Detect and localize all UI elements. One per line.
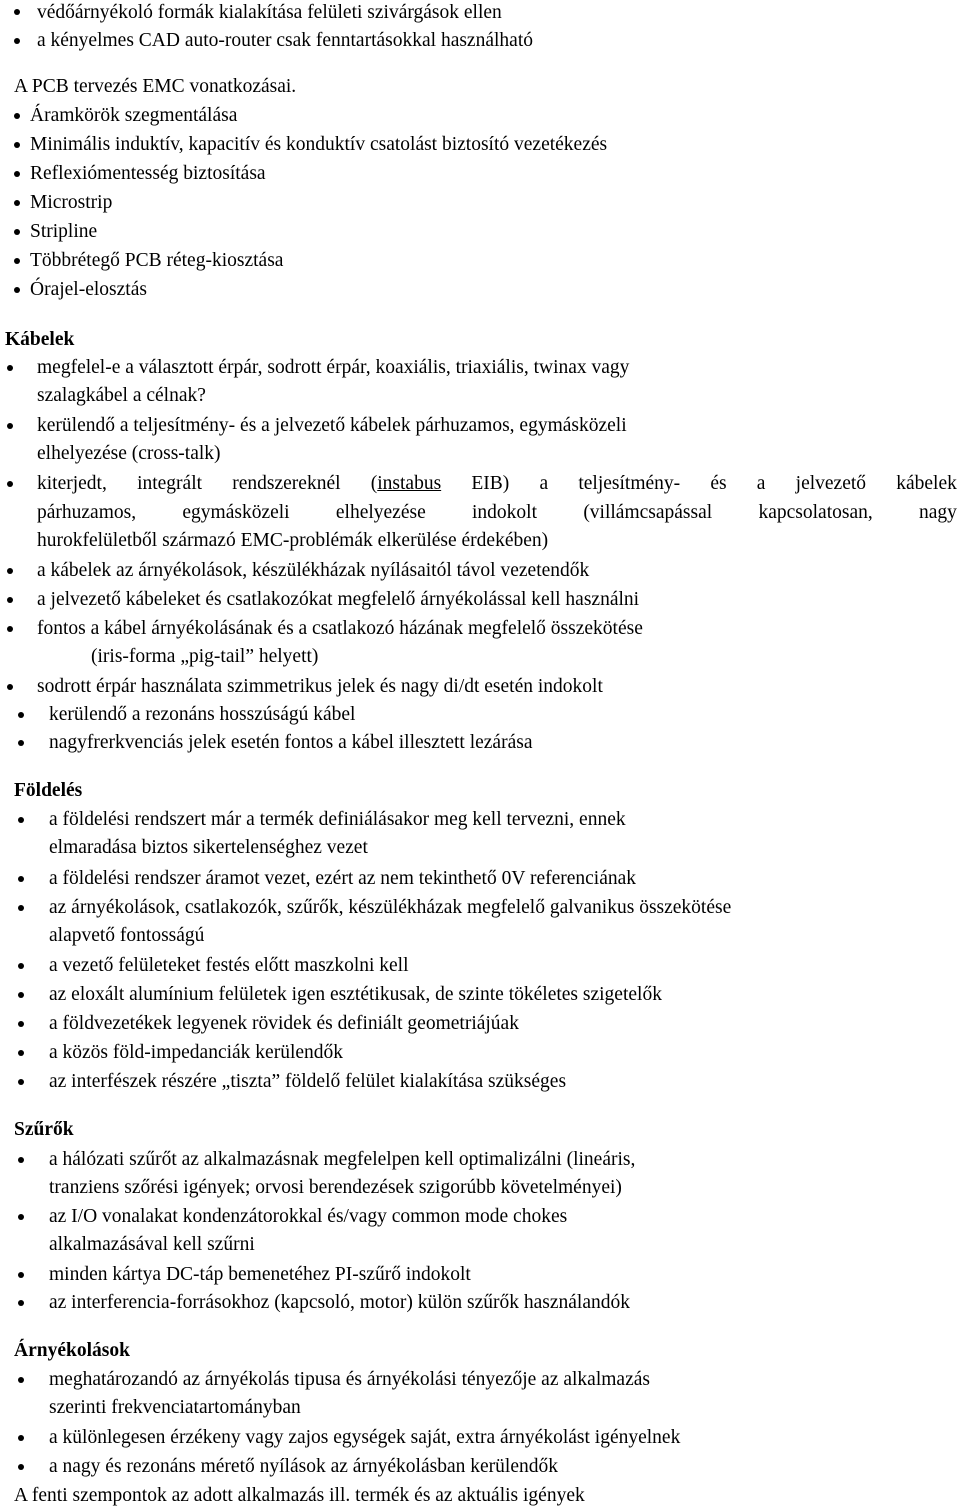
list-item-continuation bbox=[37, 503, 957, 523]
list-item: a jelvezető kábeleket és csatlakozókat megfelelő árnyékolással kell használni bbox=[37, 589, 640, 610]
list-item: Áramkörök szegmentálása bbox=[30, 105, 238, 126]
bullet bbox=[7, 568, 13, 574]
section-title: Kábelek bbox=[5, 329, 75, 350]
text-word: indokolt bbox=[472, 502, 538, 523]
list-item: az árnyékolások, csatlakozók, szűrők, készülékházak megfelelő galvanikus összekötése bbox=[49, 897, 732, 918]
list-item-continuation: alapvető fontosságú bbox=[49, 925, 205, 946]
bullet bbox=[14, 142, 20, 148]
bullet bbox=[18, 1050, 24, 1056]
bullet bbox=[18, 1377, 24, 1383]
list-item: sodrott érpár használata szimmetrikus jelek és nagy di/dt esetén indokolt bbox=[37, 676, 603, 697]
bullet bbox=[18, 817, 24, 823]
list-item: megfelel-e a választott érpár, sodrott érpár, koaxiális, triaxiális, twinax vagy bbox=[37, 357, 630, 378]
bullet bbox=[18, 712, 24, 718]
bullet bbox=[18, 1021, 24, 1027]
bullet bbox=[14, 229, 20, 235]
bullet bbox=[18, 1079, 24, 1085]
section-title: Földelés bbox=[14, 780, 83, 801]
list-item-continuation: elmaradása biztos sikertelenséghez vezet bbox=[49, 837, 368, 858]
bullet bbox=[14, 200, 20, 206]
list-item: minden kártya DC-táp bemenetéhez PI-szűrő indokolt bbox=[49, 1264, 471, 1285]
section-title: A PCB tervezés EMC vonatkozásai. bbox=[14, 76, 297, 97]
list-item: Órajel-elosztás bbox=[30, 279, 147, 300]
text-word: a bbox=[756, 473, 766, 494]
text-word: kapcsolatosan, bbox=[758, 502, 873, 523]
text-word: és bbox=[710, 473, 727, 494]
text-word: nagy bbox=[919, 502, 957, 523]
text-word: elhelyezése bbox=[335, 502, 426, 523]
list-item-continuation: szalagkábel a célnak? bbox=[37, 385, 206, 406]
list-item: Stripline bbox=[30, 221, 98, 242]
list-item-continuation: szerinti frekvenciatartományban bbox=[49, 1397, 301, 1418]
text-word: jelvezető bbox=[795, 473, 867, 494]
bullet bbox=[7, 481, 13, 487]
list-item: a földelési rendszer áramot vezet, ezért az nem tekinthető 0V referenciának bbox=[49, 868, 637, 889]
text-word: teljesítmény- bbox=[578, 473, 681, 494]
list-item: az eloxált alumínium felületek igen esztétikusak, de szinte tökéletes szigetelők bbox=[49, 984, 662, 1005]
list-item: Reflexiómentesség biztosítása bbox=[30, 163, 266, 184]
bullet bbox=[7, 365, 13, 371]
list-item: az I/O vonalakat kondenzátorokkal és/vagy common mode chokes bbox=[49, 1206, 568, 1227]
list-item: Minimális induktív, kapacitív és konduktív csatolást biztosító vezetékezés bbox=[30, 134, 608, 155]
bullet bbox=[18, 1157, 24, 1163]
bullet bbox=[18, 905, 24, 911]
list-item: a különlegesen érzékeny vagy zajos egységek saját, extra árnyékolást igényelnek bbox=[49, 1427, 681, 1448]
bullet bbox=[18, 876, 24, 882]
list-item: Microstrip bbox=[30, 192, 113, 213]
text-word: a bbox=[539, 473, 549, 494]
list-item: fontos a kábel árnyékolásának és a csatlakozó házának megfelelő összekötése bbox=[37, 618, 643, 639]
bullet bbox=[18, 1272, 24, 1278]
list-item: meghatározandó az árnyékolás tipusa és árnyékolási tényezője az alkalmazás bbox=[49, 1369, 650, 1390]
bullet bbox=[18, 1435, 24, 1441]
list-item: a kábelek az árnyékolások, készülékházak nyílásaitól távol vezetendők bbox=[37, 560, 590, 581]
list-item: a közös föld-impedanciák kerülendők bbox=[49, 1042, 344, 1063]
text-word: párhuzamos, bbox=[37, 502, 137, 523]
list-item-continuation: tranziens szőrési igények; orvosi berendezések szigorúbb követelményei) bbox=[49, 1177, 622, 1198]
text-word: kiterjedt, bbox=[37, 473, 107, 494]
list-item: kerülendő a teljesítmény- és a jelvezető kábelek párhuzamos, egymásközeli bbox=[37, 415, 627, 436]
bullet bbox=[18, 992, 24, 998]
text-word: (instabus bbox=[370, 473, 442, 494]
list-item: a földvezetékek legyenek rövidek és definiált geometriájúak bbox=[49, 1013, 519, 1034]
bullet bbox=[18, 1300, 24, 1306]
text-word: rendszereknél bbox=[232, 473, 341, 494]
bullet bbox=[7, 423, 13, 429]
bullet bbox=[7, 684, 13, 690]
section-title: Szűrők bbox=[14, 1119, 74, 1140]
list-item: a nagy és rezonáns mérető nyílások az árnyékolásban kerülendők bbox=[49, 1456, 558, 1477]
bullet bbox=[14, 38, 20, 44]
bullet bbox=[18, 740, 24, 746]
list-item-continuation: hurokfelületből származó EMC-problémák elkerülése érdekében) bbox=[37, 530, 549, 551]
section-title: Árnyékolások bbox=[14, 1340, 130, 1361]
bullet bbox=[18, 963, 24, 969]
list-item: az interferencia-forrásokhoz (kapcsoló, motor) külön szűrők használandók bbox=[49, 1292, 630, 1313]
text-word: (villámcsapással bbox=[583, 502, 713, 523]
list-item: a hálózati szűrőt az alkalmazásnak megfelelpen kell optimalizálni (lineáris, bbox=[49, 1149, 636, 1170]
list-item-continuation: elhelyezése (cross-talk) bbox=[37, 443, 221, 464]
text-word: integrált bbox=[137, 473, 203, 494]
bullet bbox=[18, 1464, 24, 1470]
bullet bbox=[7, 597, 13, 603]
list-item: védőárnyékoló formák kialakítása felületi szivárgások ellen bbox=[37, 2, 502, 23]
list-item-continuation: alkalmazásával kell szűrni bbox=[49, 1234, 255, 1255]
list-item: a kényelmes CAD auto-router csak fenntartásokkal használható bbox=[37, 30, 533, 51]
list-item: Többrétegő PCB réteg-kiosztása bbox=[30, 250, 284, 271]
list-item: a földelési rendszert már a termék definiálásakor meg kell tervezni, ennek bbox=[49, 809, 626, 830]
list-item bbox=[37, 474, 957, 494]
bullet bbox=[18, 1214, 24, 1220]
bullet bbox=[7, 626, 13, 632]
list-item: az interfészek részére „tiszta” földelő felület kialakítása szükséges bbox=[49, 1071, 567, 1092]
list-item: kerülendő a rezonáns hosszúságú kábel bbox=[49, 704, 356, 725]
list-item: nagyfrerkvenciás jelek esetén fontos a kábel illesztett lezárása bbox=[49, 732, 533, 753]
text-word: kábelek bbox=[896, 473, 957, 494]
text-word: egymásközeli bbox=[182, 502, 290, 523]
bullet bbox=[14, 171, 20, 177]
bullet bbox=[14, 9, 20, 15]
bullet bbox=[14, 258, 20, 264]
list-item: a vezető felületeket festés előtt maszkolni kell bbox=[49, 955, 409, 976]
list-item-continuation: (iris-forma „pig-tail” helyett) bbox=[91, 646, 319, 667]
text-word: EIB) bbox=[471, 473, 510, 494]
bullet bbox=[14, 113, 20, 119]
bullet bbox=[14, 287, 20, 293]
footer-text: A fenti szempontok az adott alkalmazás ill. termék és az aktuális igények bbox=[14, 1485, 585, 1506]
